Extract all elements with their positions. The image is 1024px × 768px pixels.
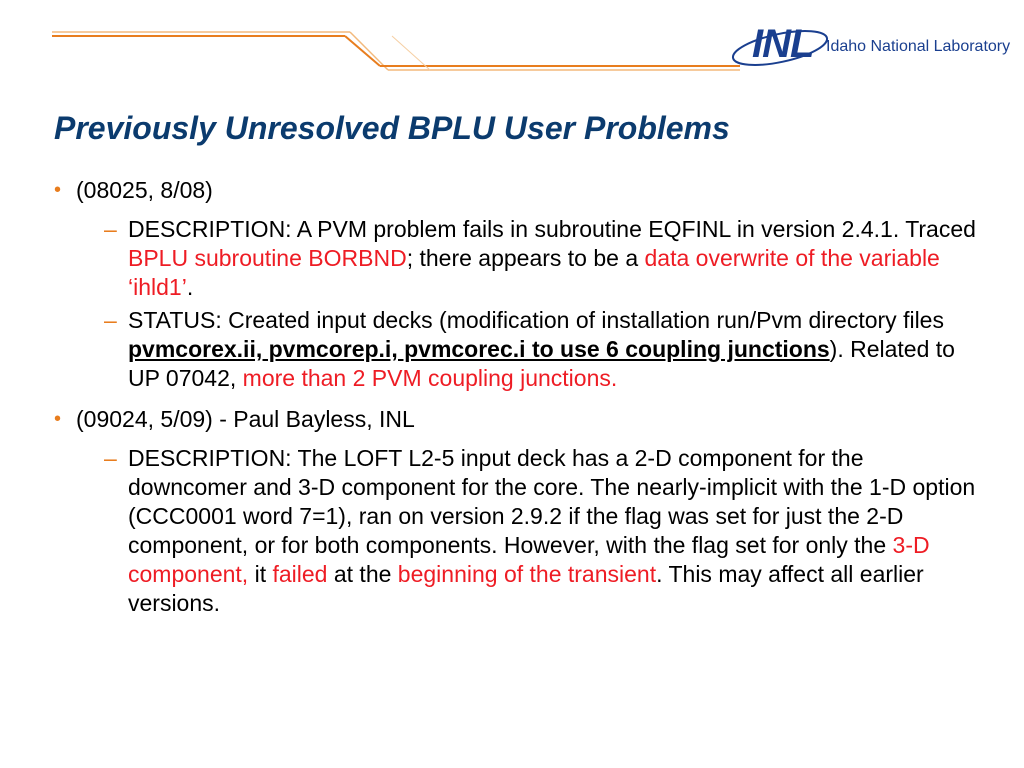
text-run: STATUS: Created input decks (modification of installation run/Pvm directory files — [128, 307, 944, 333]
logo-name: Idaho National Laboratory — [826, 38, 1011, 55]
highlight-text: BPLU subroutine BORBND — [128, 245, 407, 271]
text-run: . — [186, 274, 194, 300]
sub-bullet-description — [52, 215, 982, 302]
sub-bullet-status — [52, 306, 982, 393]
text-run: DESCRIPTION: A PVM problem fails in subroutine EQFINL in version 2.4.1. Traced — [128, 216, 976, 242]
bullet-item-09024 — [52, 405, 982, 434]
bullet-icon: • — [54, 408, 62, 430]
highlight-text: more than 2 PVM coupling junctions. — [242, 365, 618, 391]
file-list-text: pvmcorex.ii, pvmcorep.i, pvmcorec.i to use 6 coupling junctions — [128, 336, 830, 362]
bullet-icon: • — [54, 179, 62, 201]
text-run: ; there appears to be a — [406, 245, 645, 271]
highlight-text: data overwrite of the variable ‘ihld1’ — [128, 245, 940, 300]
dash-icon: – — [104, 307, 117, 333]
highlight-text: 3-D component, — [128, 532, 930, 587]
dash-icon: – — [104, 216, 117, 242]
bullet-item-08025 — [52, 176, 982, 205]
text-run: DESCRIPTION: The LOFT L2-5 input deck has a 2-D component for the downcomer and 3-D component for the core. The nearly-implicit with the 1-D option (CCC0001 word 7=1), ran on version 2.9.2 if the flag was set for just the 2-D component, or for both components. However, with the flag set for only the — [128, 445, 976, 558]
dash-icon: – — [104, 445, 117, 471]
highlight-text: failed — [272, 561, 328, 587]
text-run: at the — [327, 561, 398, 587]
sub-bullet-description — [52, 444, 982, 618]
slide-body — [52, 176, 982, 622]
text-run: it — [248, 561, 273, 587]
item-label: (09024, 5/09) - Paul Bayless, INL — [76, 406, 415, 432]
text-run: ). Related to UP 07042, — [128, 336, 955, 391]
text-run: . This may affect all earlier versions. — [128, 561, 924, 616]
item-label: (08025, 8/08) — [76, 177, 213, 203]
logo-mark: INL — [752, 22, 814, 66]
highlight-text: beginning of the transient — [397, 561, 657, 587]
slide-title: Previously Unresolved BPLU User Problems — [54, 110, 730, 146]
